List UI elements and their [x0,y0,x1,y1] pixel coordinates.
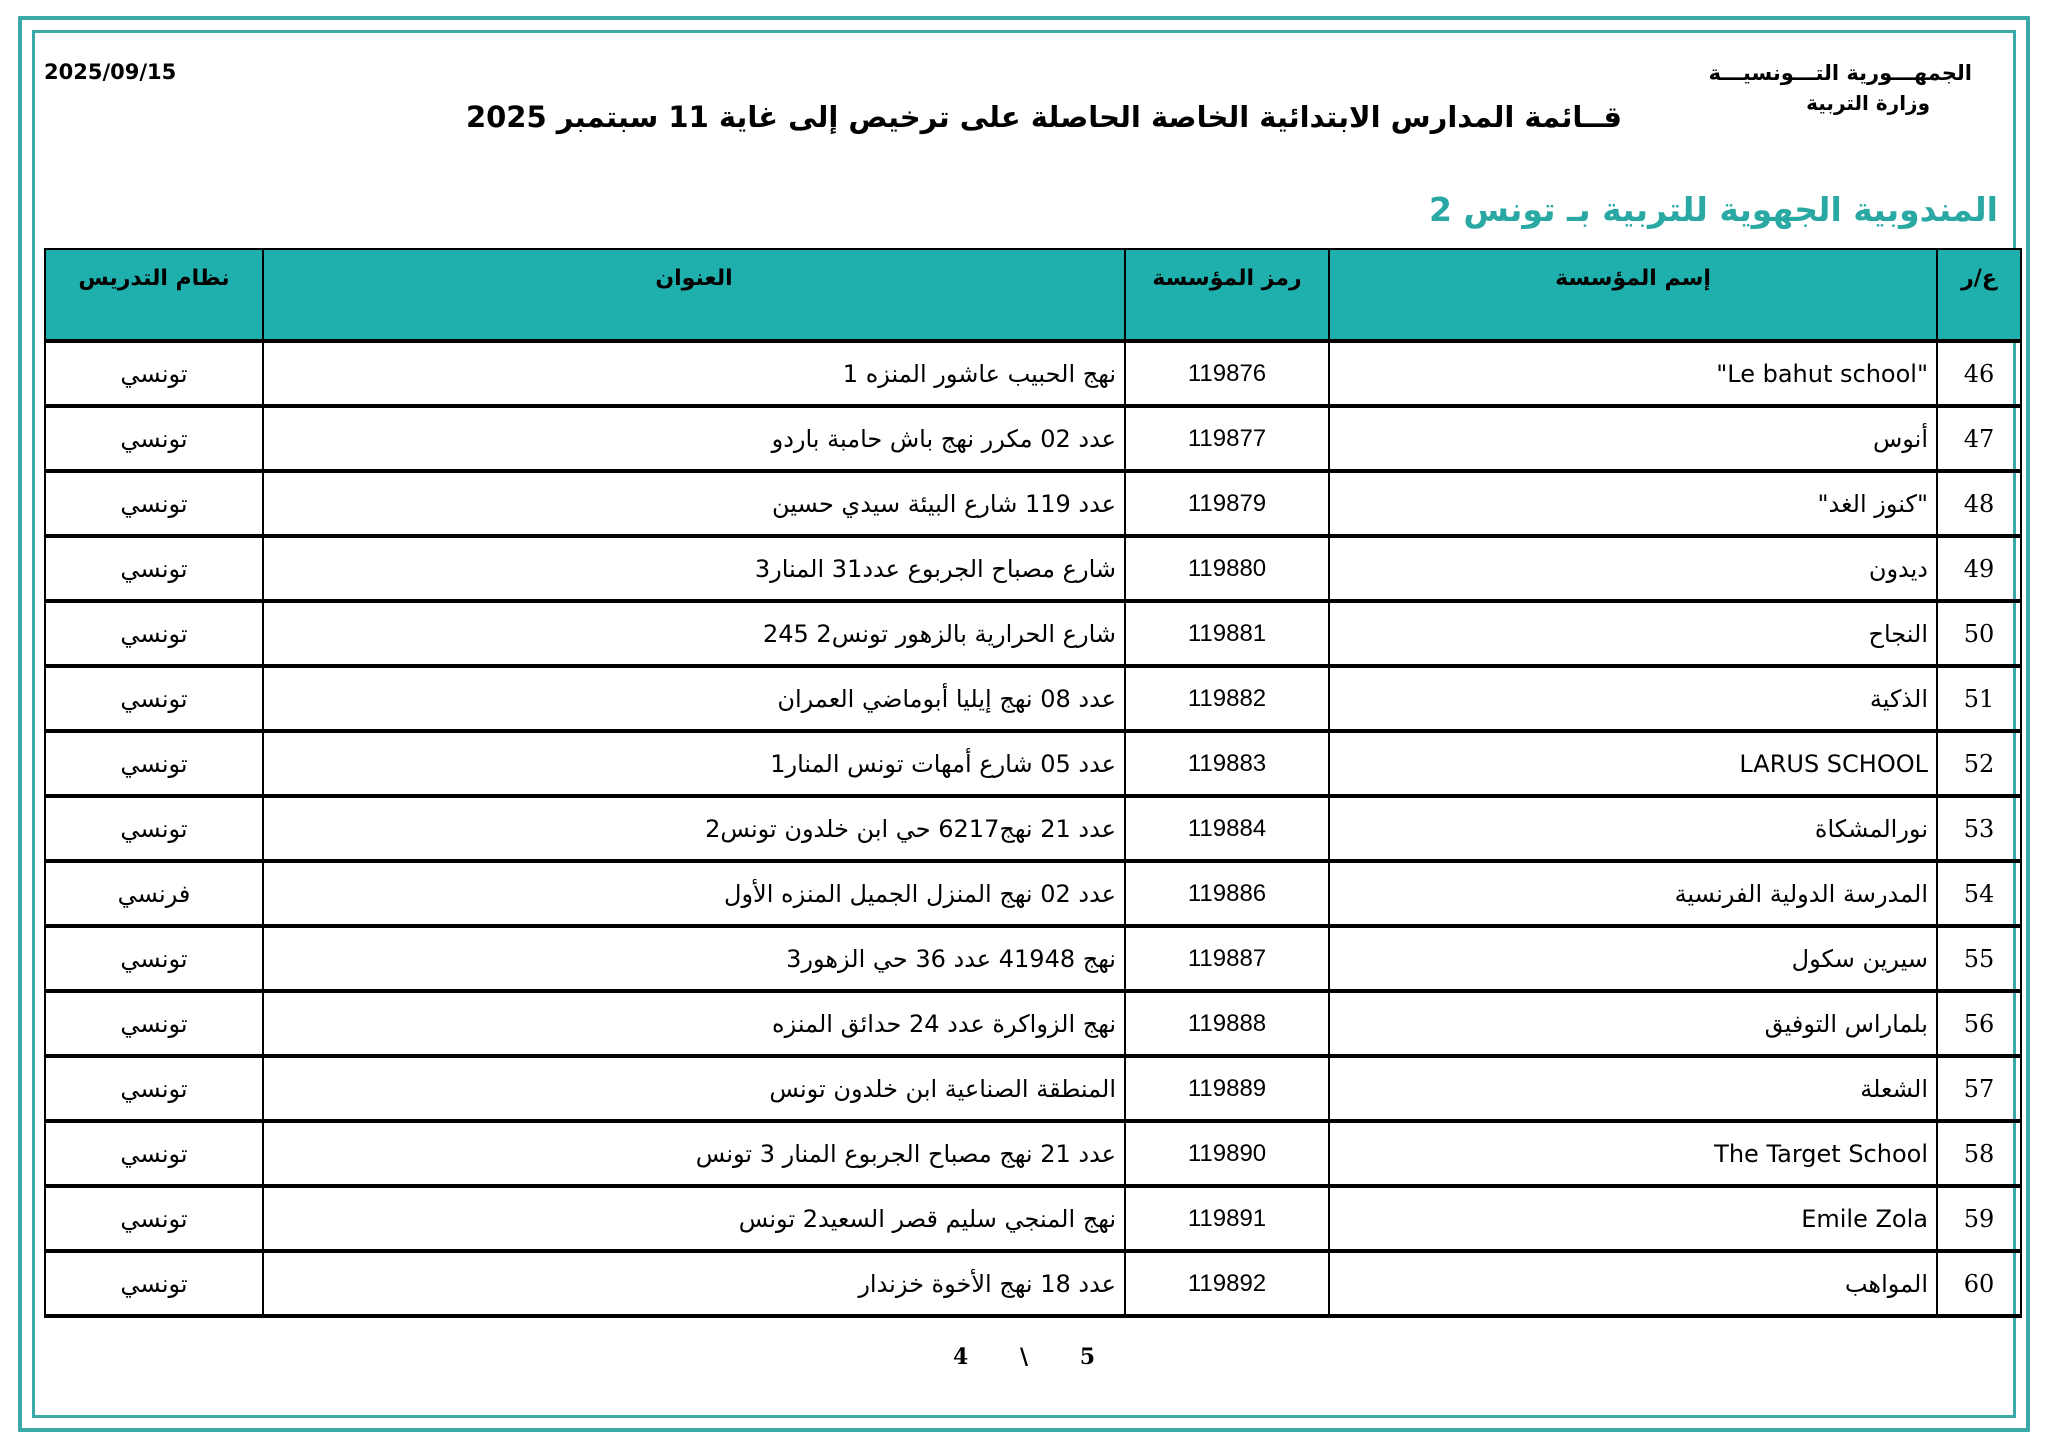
document-title: قــائمة المدارس الابتدائية الخاصة الحاصلة على ترخيص إلى غاية 11 سبتمبر 2025 [465,100,1623,134]
teaching-system: تونسي [45,796,263,861]
document-date: 2025/09/15 [44,60,177,84]
school-code: 119883 [1125,731,1329,796]
table-row [45,1251,2021,1316]
school-name: "Le bahut school" [1329,341,1937,406]
school-code: 119890 [1125,1121,1329,1186]
school-name: نورالمشكاة [1329,796,1937,861]
column-header-code: رمز المؤسسة [1125,249,1329,341]
school-name: سيرين سكول [1329,926,1937,991]
column-header-system: نظام التدريس [45,249,263,341]
teaching-system: تونسي [45,666,263,731]
school-address: نهج المنجي سليم قصر السعيد2 تونس [263,1186,1125,1251]
school-name: أنوس [1329,406,1937,471]
row-number: 58 [1937,1121,2021,1186]
school-code: 119888 [1125,991,1329,1056]
teaching-system: تونسي [45,1056,263,1121]
page-current: 4 [952,1344,969,1370]
school-name: المدرسة الدولية الفرنسية [1329,861,1937,926]
teaching-system: تونسي [45,991,263,1056]
school-name: The Target School [1329,1121,1937,1186]
table-row [45,731,2021,796]
row-number: 50 [1937,601,2021,666]
school-name: بلماراس التوفيق [1329,991,1937,1056]
table-row [45,406,2021,471]
page-total: 5 [1079,1344,1095,1370]
table-row [45,796,2021,861]
school-name: النجاح [1329,601,1937,666]
school-name: Emile Zola [1329,1186,1937,1251]
schools-table [44,248,2022,1318]
table-header-row [45,249,2021,341]
row-number: 52 [1937,731,2021,796]
row-number: 55 [1937,926,2021,991]
table-row [45,471,2021,536]
teaching-system: تونسي [45,1251,263,1316]
school-code: 119886 [1125,861,1329,926]
table-row [45,861,2021,926]
school-code: 119891 [1125,1186,1329,1251]
school-address: المنطقة الصناعية ابن خلدون تونس [263,1056,1125,1121]
school-name: "كنوز الغد" [1329,471,1937,536]
school-code: 119892 [1125,1251,1329,1316]
table-row [45,1056,2021,1121]
school-code: 119887 [1125,926,1329,991]
row-number: 57 [1937,1056,2021,1121]
republic-name: الجمهـــورية التـــونسيـــة [1708,61,1972,85]
row-number: 47 [1937,406,2021,471]
teaching-system: تونسي [45,926,263,991]
row-number: 54 [1937,861,2021,926]
teaching-system: تونسي [45,471,263,536]
school-address: عدد 02 مكرر نهج باش حامبة باردو [263,406,1125,471]
school-code: 119884 [1125,796,1329,861]
table-row [45,536,2021,601]
school-address: عدد 21 نهج مصباح الجربوع المنار 3 تونس [263,1121,1125,1186]
page-indicator [0,1344,2048,1370]
column-header-name: إسم المؤسسة [1329,249,1937,341]
row-number: 53 [1937,796,2021,861]
row-number: 60 [1937,1251,2021,1316]
table-row [45,666,2021,731]
school-address: عدد 02 نهج المنزل الجميل المنزه الأول [263,861,1125,926]
table-row [45,991,2021,1056]
teaching-system: تونسي [45,536,263,601]
row-number: 46 [1937,341,2021,406]
column-header-num: ع/ر [1937,249,2021,341]
school-address: شارع الحرارية بالزهور تونس2 245 [263,601,1125,666]
school-address: شارع مصباح الجربوع عدد31 المنار3 [263,536,1125,601]
school-address: عدد 119 شارع البيئة سيدي حسين [263,471,1125,536]
school-code: 119880 [1125,536,1329,601]
row-number: 49 [1937,536,2021,601]
table-row [45,341,2021,406]
teaching-system: تونسي [45,731,263,796]
teaching-system: تونسي [45,1186,263,1251]
school-code: 119881 [1125,601,1329,666]
school-address: عدد 18 نهج الأخوة خزندار [263,1251,1125,1316]
school-address: نهج 41948 عدد 36 حي الزهور3 [263,926,1125,991]
teaching-system: تونسي [45,341,263,406]
school-name: المواهب [1329,1251,1937,1316]
school-code: 119877 [1125,406,1329,471]
school-name: ديدون [1329,536,1937,601]
table-row [45,1186,2021,1251]
row-number: 59 [1937,1186,2021,1251]
page-separator: \ [1019,1344,1029,1370]
school-name: الذكية [1329,666,1937,731]
school-code: 119882 [1125,666,1329,731]
school-code: 119879 [1125,471,1329,536]
table-row [45,601,2021,666]
ministry-name: وزارة التربية [1806,91,1930,115]
teaching-system: تونسي [45,601,263,666]
school-address: عدد 21 نهج6217 حي ابن خلدون تونس2 [263,796,1125,861]
region-heading: المندوبية الجهوية للتربية بـ تونس 2 [1428,190,1998,229]
school-address: عدد 05 شارع أمهات تونس المنار1 [263,731,1125,796]
school-address: نهج الزواكرة عدد 24 حدائق المنزه [263,991,1125,1056]
school-name: الشعلة [1329,1056,1937,1121]
row-number: 56 [1937,991,2021,1056]
row-number: 51 [1937,666,2021,731]
school-code: 119889 [1125,1056,1329,1121]
column-header-address: العنوان [263,249,1125,341]
table-row [45,1121,2021,1186]
teaching-system: تونسي [45,1121,263,1186]
school-address: عدد 08 نهج إيليا أبوماضي العمران [263,666,1125,731]
school-address: نهج الحبيب عاشور المنزه 1 [263,341,1125,406]
row-number: 48 [1937,471,2021,536]
teaching-system: تونسي [45,406,263,471]
school-name: LARUS SCHOOL [1329,731,1937,796]
table-row [45,926,2021,991]
teaching-system: فرنسي [45,861,263,926]
school-code: 119876 [1125,341,1329,406]
